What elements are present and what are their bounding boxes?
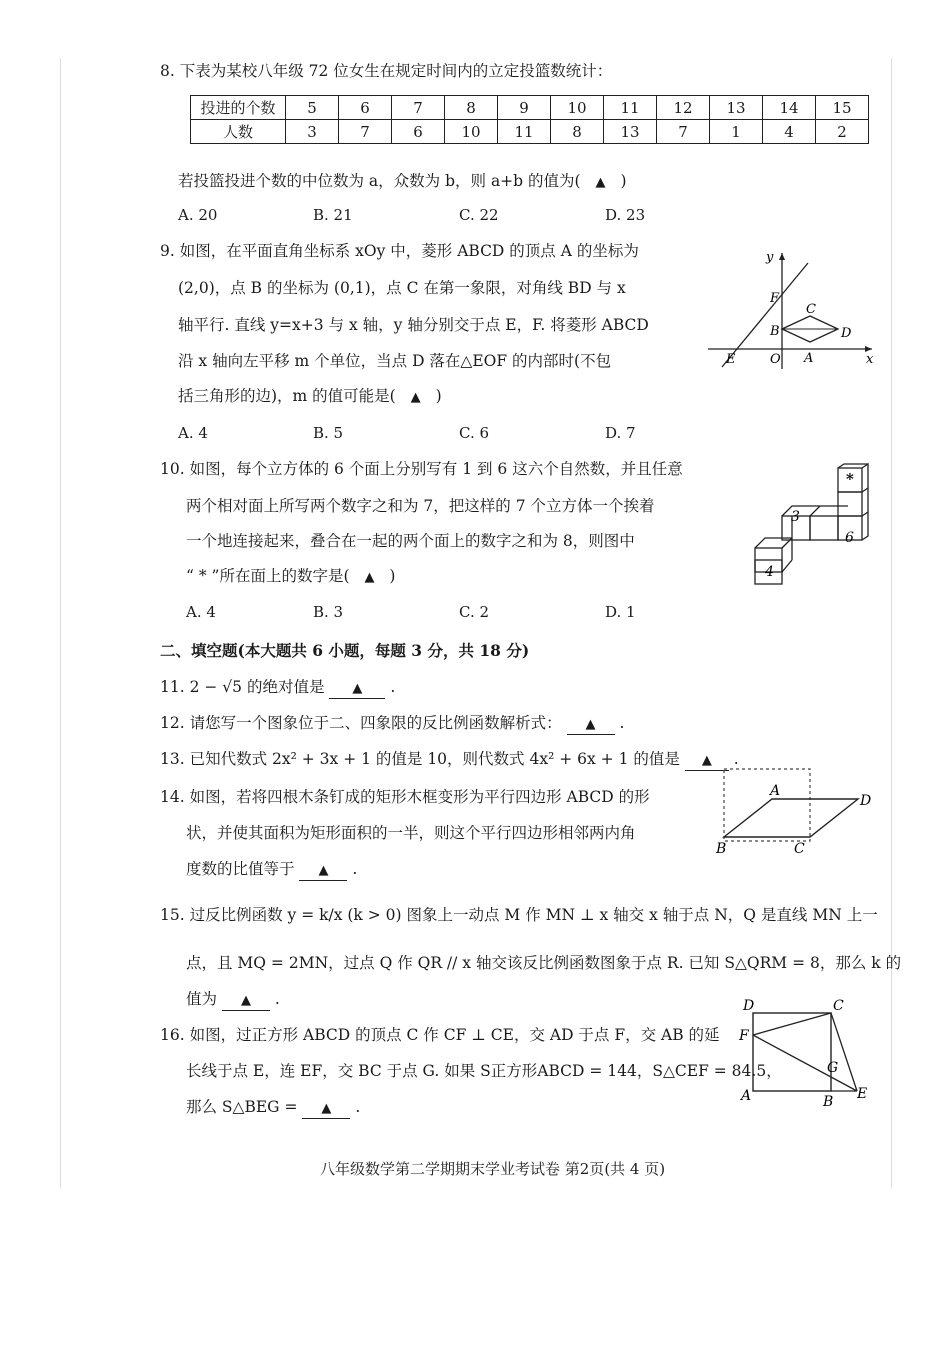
table-cell: 5 xyxy=(286,96,339,120)
q9-line: 沿 x 轴向左平移 m 个单位，当点 D 落在△EOF 的内部时(不包 xyxy=(178,352,612,370)
answer-blank: ▲ xyxy=(299,862,347,881)
label-a: A xyxy=(770,783,781,799)
table-cell: 1 xyxy=(710,120,763,144)
option-d: D. 23 xyxy=(605,206,646,224)
table-cell: 8 xyxy=(445,96,498,120)
q15-line: 15. 过反比例函数 y = k/x (k > 0) 图象上一动点 M 作 MN ⊥ x 轴交 x 轴于点 N，Q 是直线 MN 上一 xyxy=(160,906,878,924)
label-b: B xyxy=(716,841,727,857)
segment-cf xyxy=(753,1013,831,1035)
answer-blank: ▲ xyxy=(222,992,270,1011)
period: . xyxy=(274,990,280,1008)
option-c: C. 2 xyxy=(459,603,490,621)
cube-number-4: 4 xyxy=(765,564,774,580)
label-g: G xyxy=(827,1060,839,1076)
option-a: A. 4 xyxy=(178,424,208,442)
table-cell: 7 xyxy=(657,120,710,144)
option-b: B. 21 xyxy=(313,206,353,224)
table-cell: 6 xyxy=(392,120,445,144)
q13-text: 13. 已知代数式 2x² + 3x + 1 的值是 10，则代数式 4x² + 6x + 1 的值是 xyxy=(160,750,680,768)
label-f: F xyxy=(770,291,780,306)
answer-blank: ▲ xyxy=(685,752,729,771)
q9-figure xyxy=(700,245,885,375)
table-cell: 10 xyxy=(551,96,604,120)
close-paren: ) xyxy=(435,387,442,405)
q14-line: 状，并使其面积为矩形面积的一半，则这个平行四边形相邻两内角 xyxy=(186,824,636,842)
q9-line: (2,0)，点 B 的坐标为 (0,1)，点 C 在第一象限，对角线 BD 与 x xyxy=(178,279,626,297)
answer-marker: ▲ xyxy=(364,570,375,585)
table-cell: 11 xyxy=(498,120,551,144)
q13 xyxy=(160,750,739,771)
q9-question xyxy=(178,387,442,407)
option-a: A. 4 xyxy=(186,603,216,621)
section-heading: 二、填空题(本大题共 6 小题，每题 3 分，共 18 分) xyxy=(160,641,530,660)
q16-line: 长线于点 E，连 EF，交 BC 于点 G. 如果 S正方形ABCD = 144，S△CEF = 84.5， xyxy=(186,1062,782,1080)
q16-line: 16. 如图，过正方形 ABCD 的顶点 C 作 CF ⊥ CE，交 AD 于点 F，交 AB 的延 xyxy=(160,1026,720,1044)
q11 xyxy=(160,678,395,699)
answer-marker: ▲ xyxy=(410,390,421,405)
q8-question xyxy=(178,172,627,192)
q12-text: 12. 请您写一个图象位于二、四象限的反比例函数解析式： xyxy=(160,714,562,732)
option-b: B. 5 xyxy=(313,424,344,442)
q15-question xyxy=(186,990,280,1011)
table-cell: 12 xyxy=(657,96,710,120)
original-rectangle xyxy=(724,769,810,841)
q10-line: 10. 如图，每个立方体的 6 个面上分别写有 1 到 6 这六个自然数，并且任意 xyxy=(160,460,683,478)
y-axis-arrow xyxy=(779,253,785,260)
table-cell: 6 xyxy=(339,96,392,120)
option-a: A. 20 xyxy=(178,206,218,224)
table-cell: 13 xyxy=(710,96,763,120)
q10-line: “ * ”所在面上的数字是( xyxy=(186,567,350,585)
label-e: E xyxy=(857,1086,868,1102)
q9-line: 括三角形的边)，m 的值可能是( xyxy=(178,387,396,405)
close-paren: ) xyxy=(620,172,627,190)
answer-marker: ▲ xyxy=(595,175,606,190)
label-e: E xyxy=(726,352,736,367)
table-cell: 10 xyxy=(445,120,498,144)
parallelogram-abcd xyxy=(724,799,858,837)
answer-blank: ▲ xyxy=(302,1100,350,1119)
table-cell: 7 xyxy=(339,120,392,144)
table-row xyxy=(191,96,869,120)
q8-stem: 8. 下表为某校八年级 72 位女生在规定时间内的立定投篮数统计： xyxy=(160,62,613,80)
table-cell: 15 xyxy=(816,96,869,120)
period: . xyxy=(390,678,396,696)
q16-line: 那么 S△BEG = xyxy=(186,1098,298,1116)
cube-number-3: 3 xyxy=(791,509,800,525)
table-cell: 7 xyxy=(392,96,445,120)
q14-line: 度数的比值等于 xyxy=(186,860,295,878)
q16-figure xyxy=(735,998,875,1110)
q15-line: 值为 xyxy=(186,990,218,1008)
label-a: A xyxy=(741,1088,752,1104)
period: . xyxy=(352,860,358,878)
table-cell: 2 xyxy=(816,120,869,144)
label-x: x xyxy=(866,352,874,367)
q14-figure xyxy=(710,765,885,860)
table-cell: 14 xyxy=(763,96,816,120)
q10-line: 一个地连接起来，叠合在一起的两个面上的数字之和为 8，则图中 xyxy=(186,532,635,550)
page-footer: 八年级数学第二学期期末学业考试卷 第2页(共 4 页) xyxy=(320,1160,666,1178)
table-header-cell: 投进的个数 xyxy=(191,96,286,120)
q10-cube-figure xyxy=(745,460,880,590)
table-cell: 9 xyxy=(498,96,551,120)
q9-line: 9. 如图，在平面直角坐标系 xOy 中，菱形 ABCD 的顶点 A 的坐标为 xyxy=(160,242,639,260)
q9-line: 轴平行. 直线 y=x+3 与 x 轴，y 轴分别交于点 E，F. 将菱形 ABCD xyxy=(178,316,649,334)
table-cell: 4 xyxy=(763,120,816,144)
period: . xyxy=(733,750,739,768)
table-header-cell: 人数 xyxy=(191,120,286,144)
label-c: C xyxy=(833,998,844,1014)
label-b: B xyxy=(823,1094,834,1110)
table-cell: 11 xyxy=(604,96,657,120)
period: . xyxy=(355,1098,361,1116)
label-a: A xyxy=(804,351,814,366)
q15-line: 点，且 MQ = 2MN，过点 Q 作 QR // x 轴交该反比例函数图象于点 R. 已知 S△QRM = 8，那么 k 的 xyxy=(186,954,902,972)
label-o: O xyxy=(770,352,781,367)
option-c: C. 22 xyxy=(459,206,499,224)
q16-question xyxy=(186,1098,360,1119)
answer-blank: ▲ xyxy=(567,716,615,735)
table-row xyxy=(191,120,869,144)
table-cell: 8 xyxy=(551,120,604,144)
close-paren: ) xyxy=(389,567,396,585)
option-c: C. 6 xyxy=(459,424,490,442)
option-d: D. 7 xyxy=(605,424,636,442)
option-b: B. 3 xyxy=(313,603,344,621)
period: . xyxy=(619,714,625,732)
label-f: F xyxy=(739,1028,749,1044)
label-c: C xyxy=(806,302,816,317)
q8-table xyxy=(190,95,869,144)
cube-number-6: 6 xyxy=(845,530,854,546)
table-cell: 3 xyxy=(286,120,339,144)
q14-question xyxy=(186,860,357,881)
q10-line: 两个相对面上所写两个数字之和为 7，把这样的 7 个立方体一个挨着 xyxy=(186,497,655,515)
cube-star-mark: * xyxy=(846,470,854,488)
label-b: B xyxy=(770,324,780,339)
q8-question-text: 若投篮投进个数的中位数为 a，众数为 b，则 a+b 的值为( xyxy=(178,172,581,190)
table-cell: 13 xyxy=(604,120,657,144)
option-d: D. 1 xyxy=(605,603,636,621)
label-d: D xyxy=(743,998,755,1014)
q12 xyxy=(160,714,624,735)
square-abcd xyxy=(753,1013,831,1091)
label-c: C xyxy=(794,841,805,857)
q14-line: 14. 如图，若将四根木条钉成的矩形木框变形为平行四边形 ABCD 的形 xyxy=(160,788,650,806)
label-d: D xyxy=(860,793,872,809)
answer-blank: ▲ xyxy=(329,680,385,699)
q10-question xyxy=(186,567,395,587)
q11-text: 11. 2 − √5 的绝对值是 xyxy=(160,678,325,696)
label-y: y xyxy=(766,250,774,265)
label-d: D xyxy=(841,326,852,341)
